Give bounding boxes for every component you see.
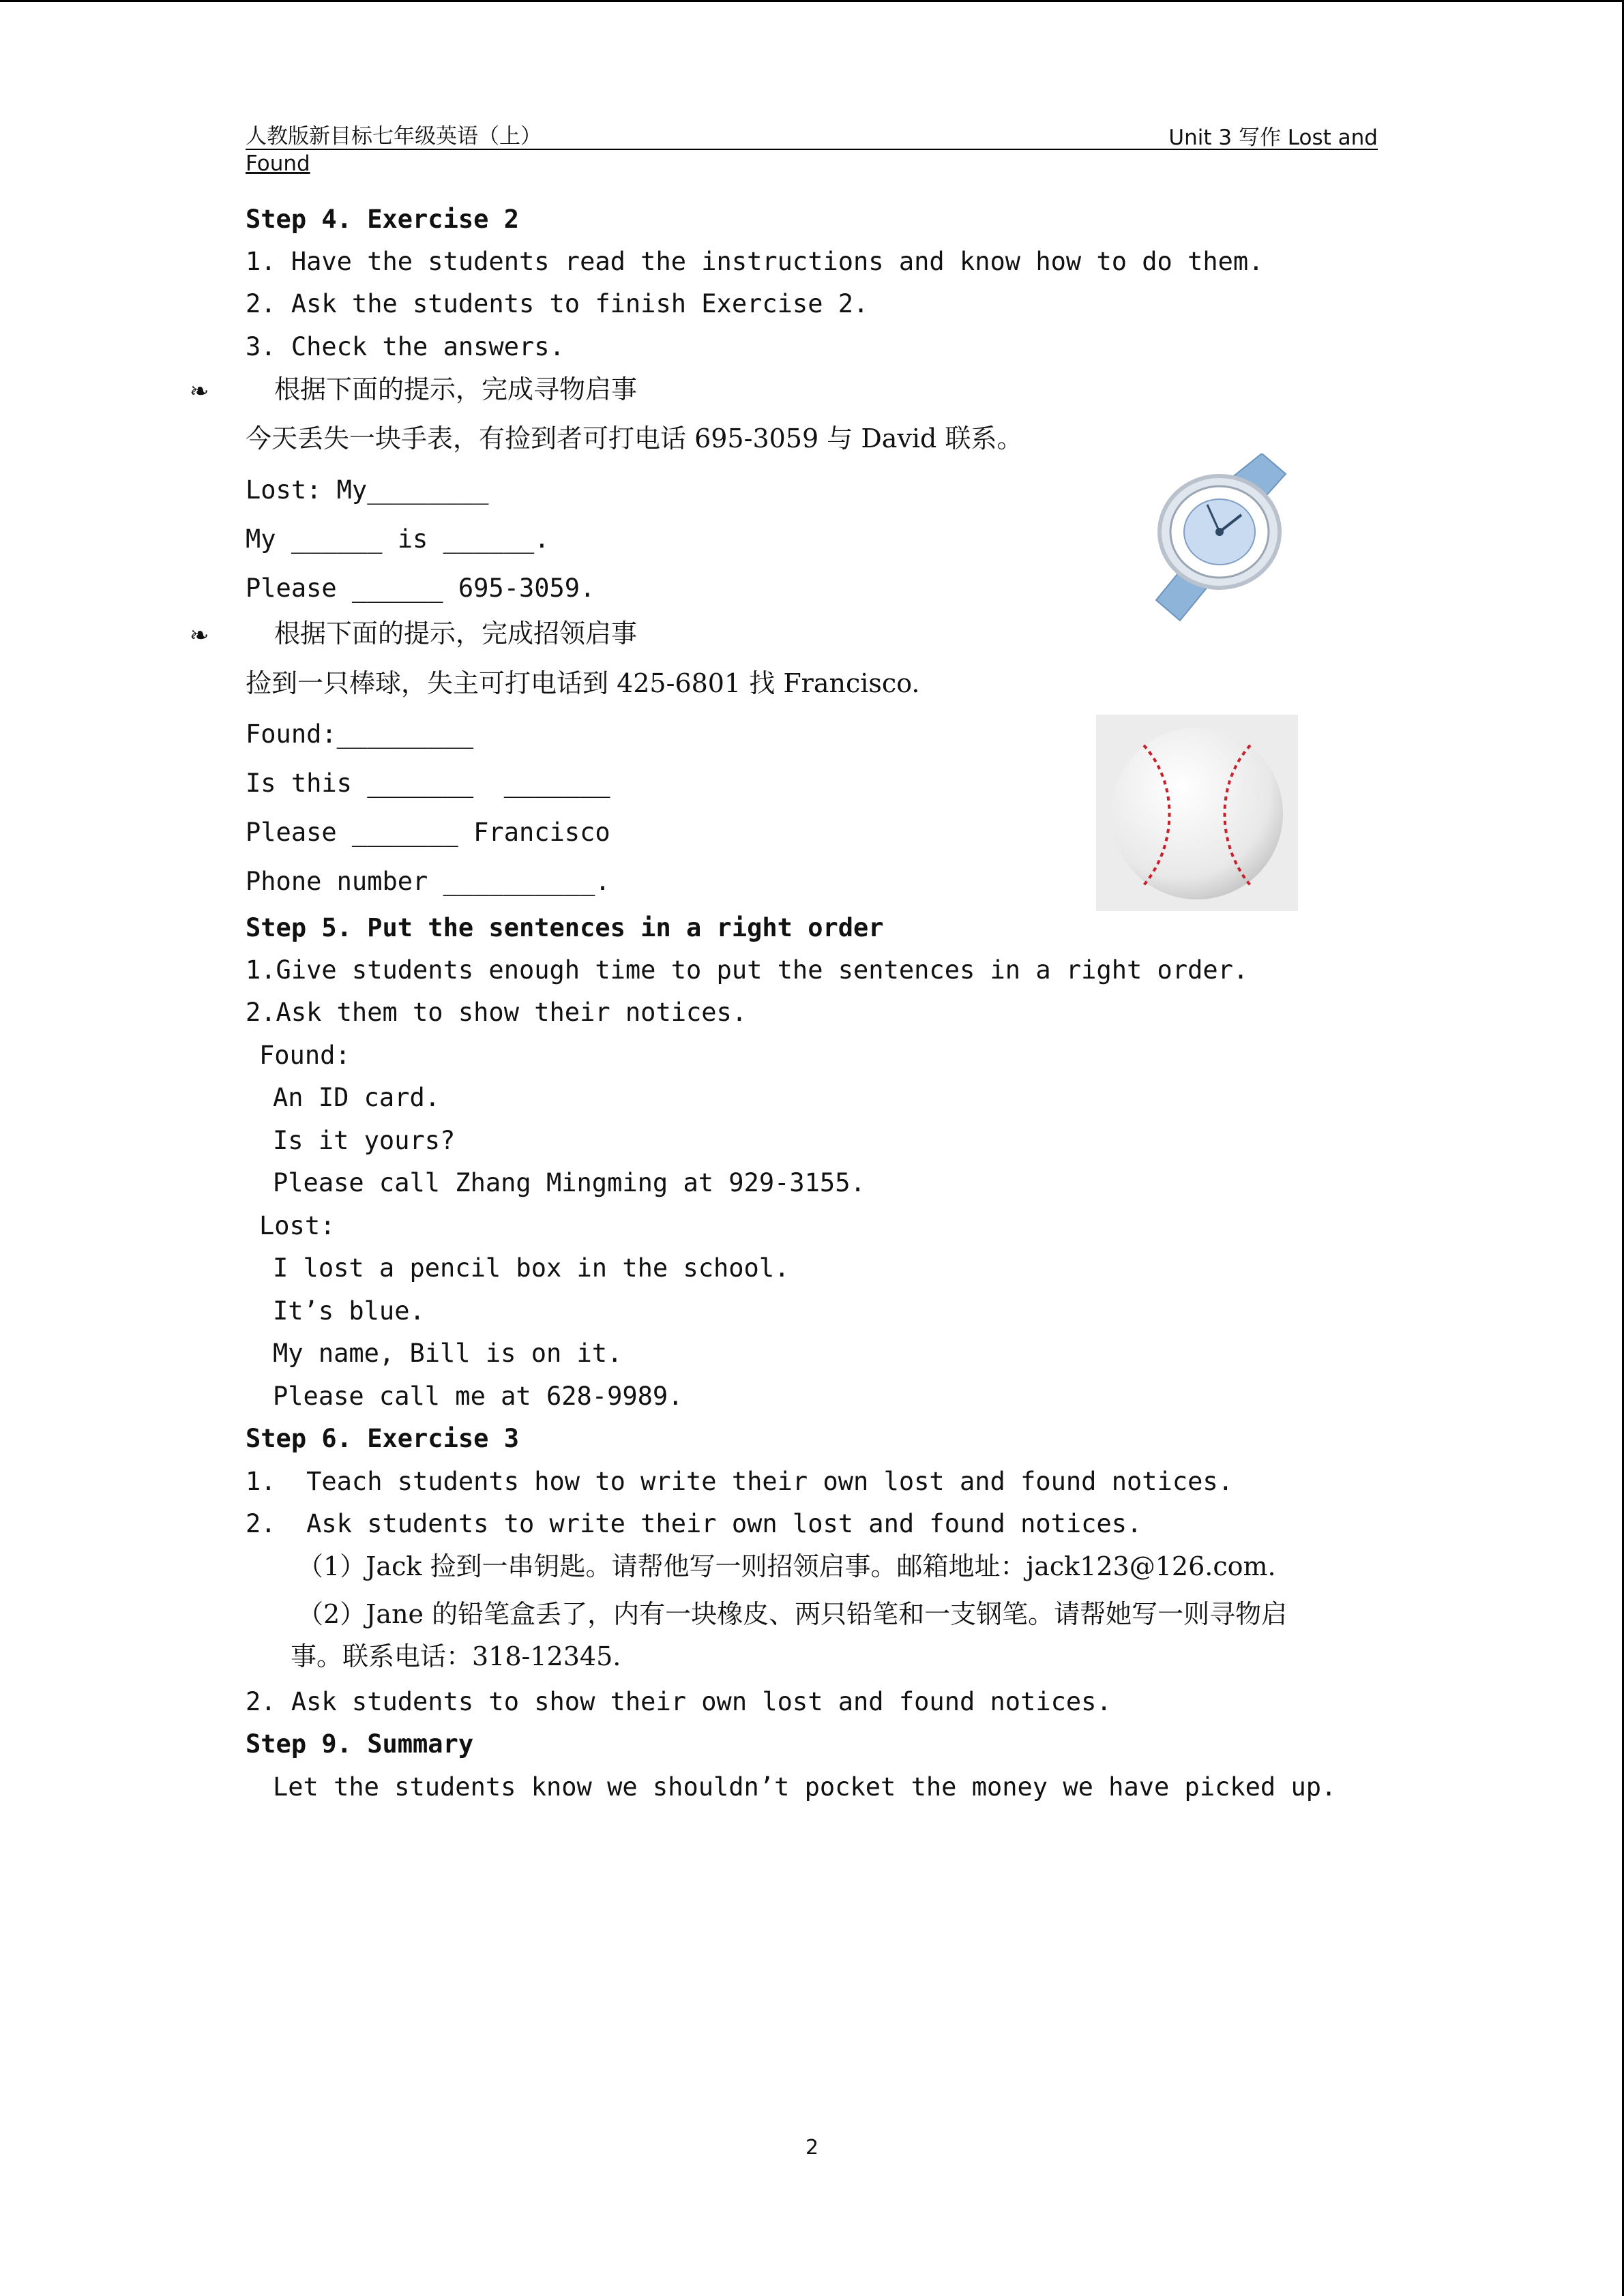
- lost-sentence: My name, Bill is on it.: [273, 1339, 623, 1368]
- header-left: 人教版新目标七年级英语（上）: [246, 124, 542, 149]
- page-top-border: [0, 0, 1624, 2]
- header-right: Unit 3 写作 Lost and: [1168, 125, 1378, 150]
- found-line-1: Found:_________: [246, 719, 474, 749]
- step9-text: Let the students know we shouldn’t pocket the money we have picked up.: [273, 1772, 1337, 1802]
- step9-title: Step 9. Summary: [246, 1729, 474, 1759]
- step4-item-1: 1. Have the students read the instructions and know how to do them.: [246, 247, 1264, 276]
- found-sentence: An ID card.: [273, 1083, 441, 1112]
- lost-line-3: Please ______ 695-3059.: [246, 573, 595, 603]
- lost-label: Lost:: [259, 1211, 336, 1240]
- lost-sentence: It’s blue.: [273, 1296, 425, 1326]
- step6-item-1: 1. Teach students how to write their own lost and found notices.: [246, 1467, 1233, 1496]
- lost-task-info: 今天丢失一块手表，有捡到者可打电话 695-3059 与 David 联系。: [246, 423, 1023, 453]
- page-number: 2: [805, 2136, 819, 2160]
- found-task-info: 捡到一只棒球，失主可打电话到 425-6801 找 Francisco.: [246, 668, 920, 698]
- step5-item-2: 2.Ask them to show their notices.: [246, 998, 748, 1027]
- step6-title: Step 6. Exercise 3: [246, 1424, 519, 1453]
- step4-title: Step 4. Exercise 2: [246, 205, 519, 234]
- lost-task-prompt: 根据下面的提示，完成寻物启事: [274, 374, 638, 404]
- found-line-4: Phone number __________.: [246, 867, 610, 896]
- fleuron-bullet-icon: ❧: [190, 378, 209, 405]
- found-line-3: Please _______ Francisco: [246, 818, 610, 847]
- step4-item-3: 3. Check the answers.: [246, 332, 565, 361]
- found-sentence: Please call Zhang Mingming at 929-3155.: [273, 1168, 866, 1197]
- header-continuation: Found: [246, 151, 310, 176]
- lost-line-1: Lost: My________: [246, 475, 489, 505]
- lost-sentence: I lost a pencil box in the school.: [273, 1253, 790, 1283]
- step6-item-3: 2. Ask students to show their own lost and found notices.: [246, 1687, 1112, 1716]
- step5-item-1: 1.Give students enough time to put the sentences in a right order.: [246, 955, 1249, 985]
- step6-sub-2: （2）Jane 的铅笔盒丢了，内有一块橡皮、两只铅笔和一支钢笔。请帮她写一则寻物启: [297, 1599, 1288, 1629]
- running-header: [246, 117, 1378, 150]
- wristwatch-image: [1146, 453, 1303, 624]
- found-label: Found:: [259, 1041, 351, 1070]
- fleuron-bullet-icon: ❧: [190, 622, 209, 649]
- lost-line-2: My ______ is ______.: [246, 524, 550, 554]
- step6-item-2: 2. Ask students to write their own lost and found notices.: [246, 1509, 1142, 1538]
- step4-item-2: 2. Ask the students to finish Exercise 2.: [246, 289, 869, 318]
- step6-sub-1: （1）Jack 捡到一串钥匙。请帮他写一则招领启事。邮箱地址：jack123@126.com.: [297, 1551, 1276, 1581]
- step5-title: Step 5. Put the sentences in a right order: [246, 913, 884, 942]
- baseball-image: [1096, 715, 1298, 911]
- step6-sub-2-cont: 事。联系电话：318-12345.: [291, 1641, 621, 1671]
- found-line-2: Is this _______ _______: [246, 769, 610, 798]
- found-sentence: Is it yours?: [273, 1126, 456, 1155]
- found-task-prompt: 根据下面的提示，完成招领启事: [274, 618, 638, 648]
- lost-sentence: Please call me at 628-9989.: [273, 1382, 683, 1411]
